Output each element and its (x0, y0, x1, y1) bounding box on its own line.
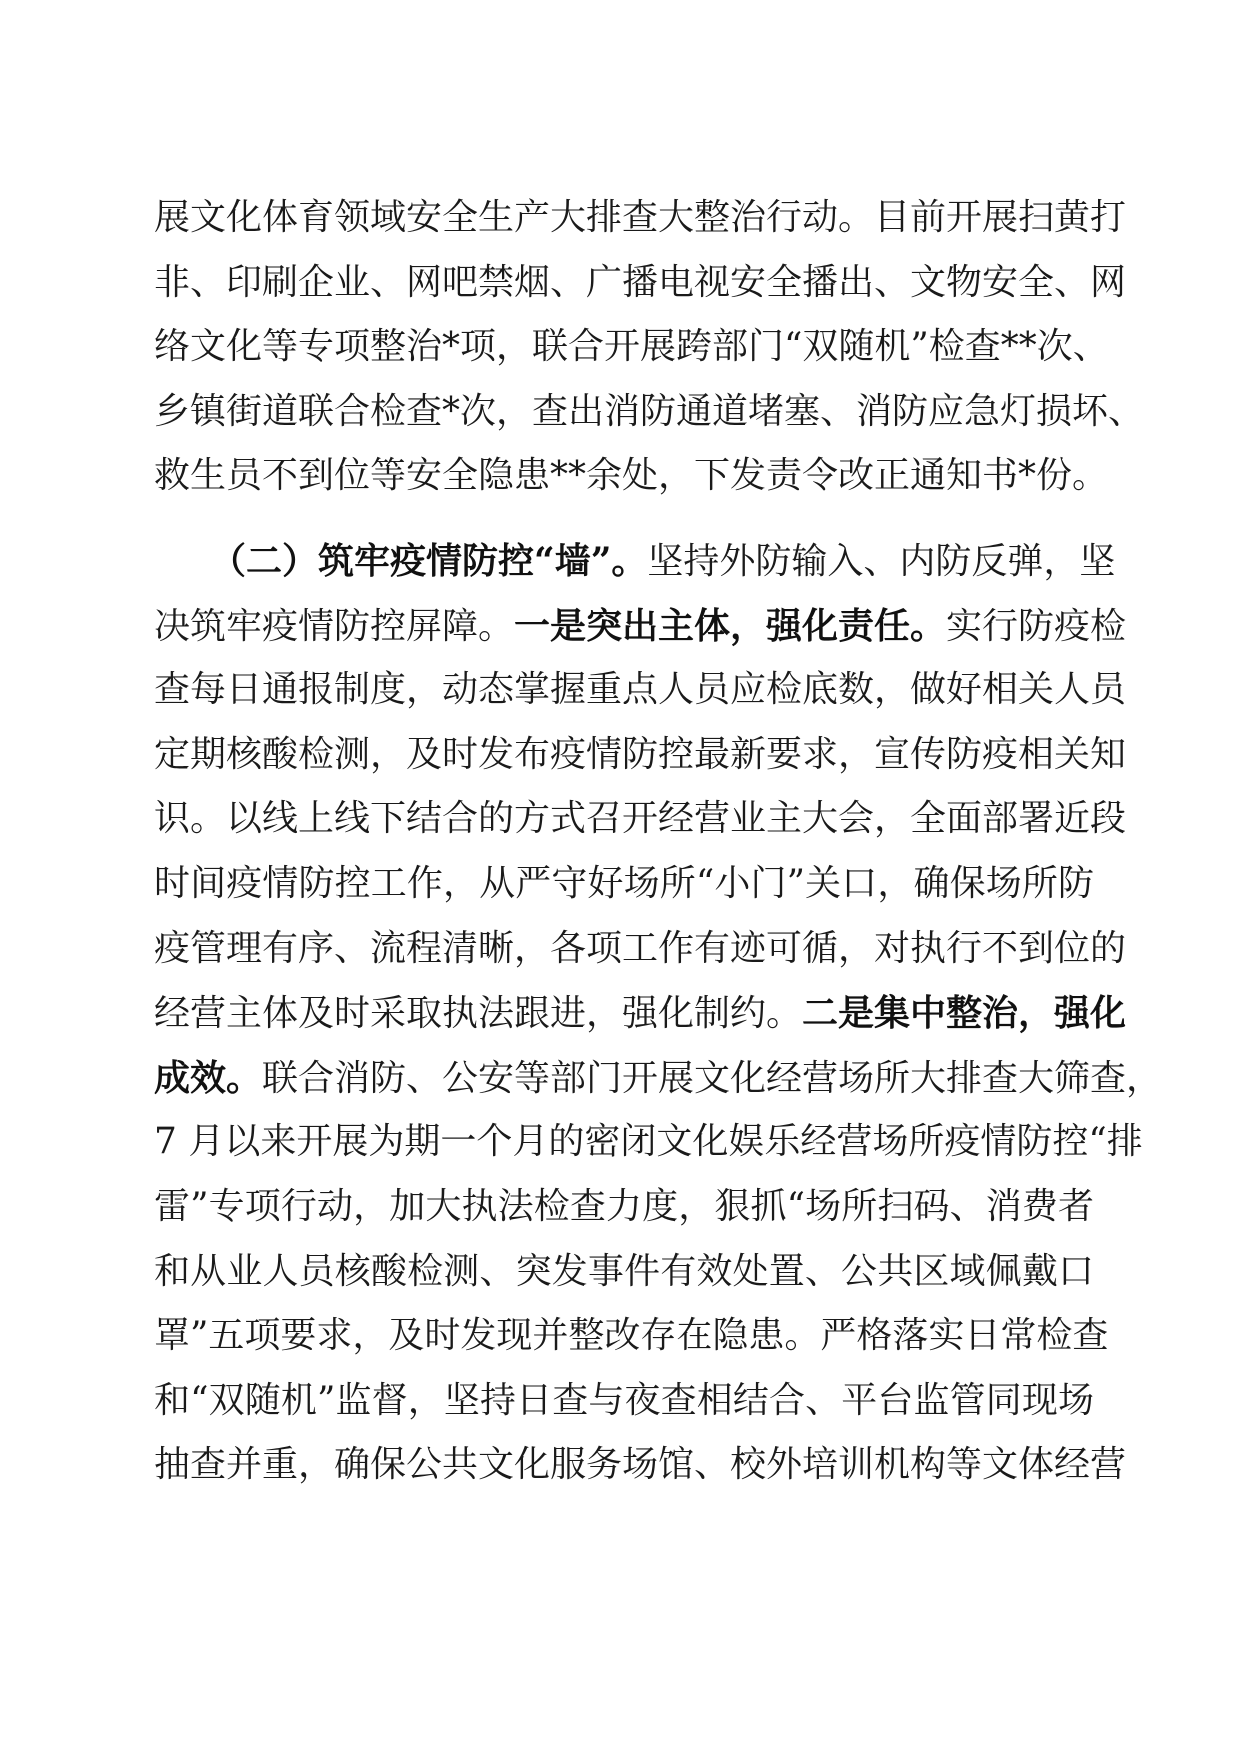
body-text-segment: 经营主体及时采取执法跟进，强化制约。 (154, 993, 803, 1034)
text-line (154, 186, 1127, 250)
body-text-segment: 罩”五项要求，及时发现并整改存在隐患。严格落实日常检查 (154, 1315, 1109, 1356)
text-line (154, 444, 1109, 508)
body-text-segment: 非、印刷企业、网吧禁烟、广播电视安全播出、文物安全、网 (154, 262, 1127, 303)
body-text-segment: 救生员不到位等安全隐患**余处，下发责令改正通知书*份。 (154, 455, 1109, 496)
text-line (154, 1240, 1094, 1304)
body-text-segment: 疫管理有序、流程清晰，各项工作有迹可循，对执行不到位的 (154, 928, 1127, 969)
text-line (154, 251, 1127, 315)
text-line (154, 1369, 1094, 1433)
text-line (154, 723, 1127, 787)
body-text-segment: 联合消防、公安等部门开展文化经营场所大排查大筛查， (262, 1058, 1163, 1099)
text-line (154, 1046, 1163, 1110)
text-line (154, 594, 1127, 658)
text-line (154, 315, 1109, 379)
body-text-segment: 坚持外防输入、内防反弹，坚 (647, 541, 1116, 582)
bold-heading-text: 成效。 (154, 1057, 263, 1099)
text-line (154, 917, 1127, 981)
body-text-segment: 展文化体育领域安全生产大排查大整治行动。目前开展扫黄打 (154, 197, 1127, 238)
text-line (154, 787, 1127, 851)
body-text-segment: 抽查并重，确保公共文化服务场馆、校外培训机构等文体经营 (154, 1444, 1127, 1485)
body-text-segment: 络文化等专项整治*项，联合开展跨部门“双随机”检查**次、 (154, 326, 1109, 367)
text-line (154, 658, 1127, 722)
body-text-segment: 实行防疫检 (946, 606, 1127, 647)
body-text-segment: 乡镇街道联合检查*次，查出消防通道堵塞、消防应急灯损坏、 (154, 391, 1145, 432)
body-text-segment: 时间疫情防控工作，从严守好场所“小门”关口，确保场所防 (154, 863, 1094, 904)
bold-heading-text: 一是突出主体，强化责任。 (514, 605, 947, 647)
text-line (154, 1175, 1094, 1239)
bold-heading-text: 二是集中整治，强化 (802, 992, 1127, 1034)
body-text-segment: 决筑牢疫情防控屏障。 (154, 606, 515, 647)
text-line (154, 1110, 1143, 1174)
text-line (154, 1304, 1109, 1368)
body-text-segment: 查每日通报制度，动态掌握重点人员应检底数，做好相关人员 (154, 669, 1127, 710)
bold-heading-text: （二）筑牢疫情防控“墙”。 (210, 540, 648, 582)
text-line (154, 981, 1127, 1045)
text-line (154, 380, 1145, 444)
body-text-segment: 和“双随机”监督，坚持日查与夜查相结合、平台监管同现场 (154, 1380, 1094, 1421)
text-line (154, 852, 1094, 916)
text-line (210, 529, 1116, 593)
body-text-segment: 雷”专项行动，加大执法检查力度，狠抓“场所扫码、消费者 (154, 1186, 1094, 1227)
body-text-segment: 定期核酸检测，及时发布疫情防控最新要求，宣传防疫相关知 (154, 734, 1127, 775)
body-text-segment: 和从业人员核酸检测、突发事件有效处置、公共区域佩戴口 (154, 1251, 1094, 1292)
text-line (154, 1433, 1127, 1497)
body-text-segment: 识。以线上线下结合的方式召开经营业主大会，全面部署近段 (154, 798, 1127, 839)
body-text-segment: 7 月以来开展为期一个月的密闭文化娱乐经营场所疫情防控“排 (154, 1121, 1143, 1162)
